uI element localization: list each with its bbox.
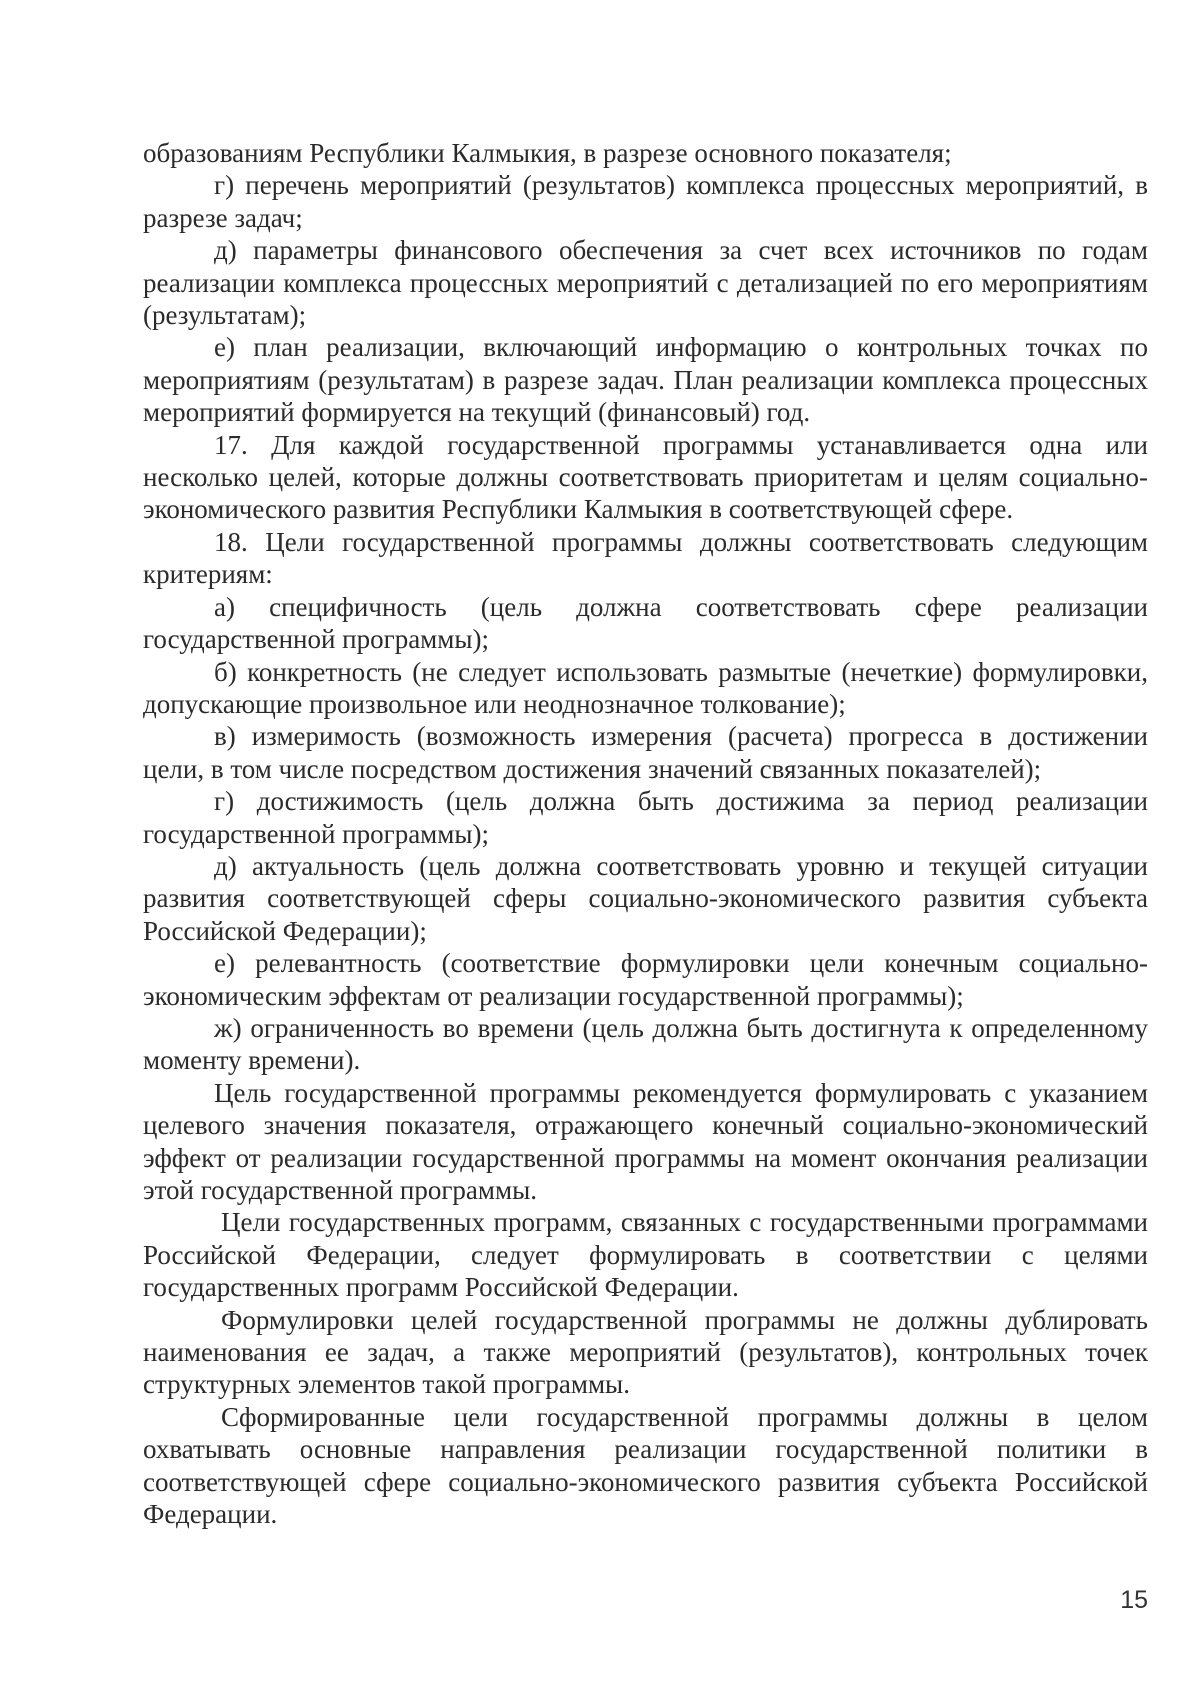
criterion-relevance: е) релевантность (соответствие формулировки цели конечным социально-экономическим эффектам от реализации государственной программы); bbox=[143, 948, 1148, 1011]
paragraph-clause-18: 18. Цели государственной программы должны соответствовать следующим критериям: bbox=[143, 526, 1148, 590]
criterion-measurability: в) измеримость (возможность измерения (расчета) прогресса в достижении цели, в том числе посредством достижения значений связанных показателей); bbox=[143, 721, 1148, 784]
criterion-achievability: г) достижимость (цель должна быть достижима за период реализации государственной программы); bbox=[143, 786, 1148, 849]
document-body bbox=[143, 137, 1148, 1530]
paragraph-item-e: е) план реализации, включающий информацию о контрольных точках по мероприятиям (результатам) в разрезе задач. План реализации комплекса процессных мероприятий формируется на текущий (финансовый) год. bbox=[143, 332, 1148, 428]
paragraph-item-d: д) параметры финансового обеспечения за счет всех источников по годам реализации комплекса процессных мероприятий с детализацией по его мероприятиям (результатам); bbox=[143, 235, 1148, 331]
paragraph-goals-coverage: Сформированные цели государственной программы должны в целом охватывать основные направления реализации государственной политики в соответствующей сфере социально-экономического развития субъекта Российской Федерации. bbox=[143, 1401, 1148, 1530]
paragraph-goals-federal: Цели государственных программ, связанных с государственными программами Российской Федерации, следует формулировать в соответствии с целями государственных программ Российской Федерации. bbox=[143, 1207, 1148, 1303]
criterion-concreteness: б) конкретность (не следует использовать размытые (нечеткие) формулировки, допускающие произвольное или неоднозначное толкование); bbox=[143, 656, 1148, 719]
paragraph-continuation: образованиям Республики Калмыкия, в разрезе основного показателя; bbox=[143, 138, 952, 168]
criterion-specificity: а) специфичность (цель должна соответствовать сфере реализации государственной программы); bbox=[143, 591, 1148, 655]
paragraph-item-g: г) перечень мероприятий (результатов) комплекса процессных мероприятий, в разрезе задач; bbox=[143, 170, 1148, 233]
page-number: 15 bbox=[1120, 1586, 1148, 1614]
paragraph-goal-formulation: Цель государственной программы рекомендуется формулировать с указанием целевого значения показателя, отражающего конечный социально-экономический эффект от реализации государственной программы на момент окончания реализации этой государственной программы. bbox=[143, 1077, 1148, 1205]
paragraph-goals-no-duplication: Формулировки целей государственной программы не должны дублировать наименования ее задач, а также мероприятий (результатов), контрольных точек структурных элементов такой программы. bbox=[143, 1304, 1148, 1400]
criterion-relevance-actuality: д) актуальность (цель должна соответствовать уровню и текущей ситуации развития соответствующей сферы социально-экономического развития субъекта Российской Федерации); bbox=[143, 850, 1148, 946]
paragraph-clause-17: 17. Для каждой государственной программы устанавливается одна или несколько целей, которые должны соответствовать приоритетам и целям социально-экономического развития Республики Калмыкия в соответствующей сфере. bbox=[143, 429, 1148, 525]
criterion-time-bound: ж) ограниченность во времени (цель должна быть достигнута к определенному моменту времени). bbox=[143, 1012, 1148, 1076]
